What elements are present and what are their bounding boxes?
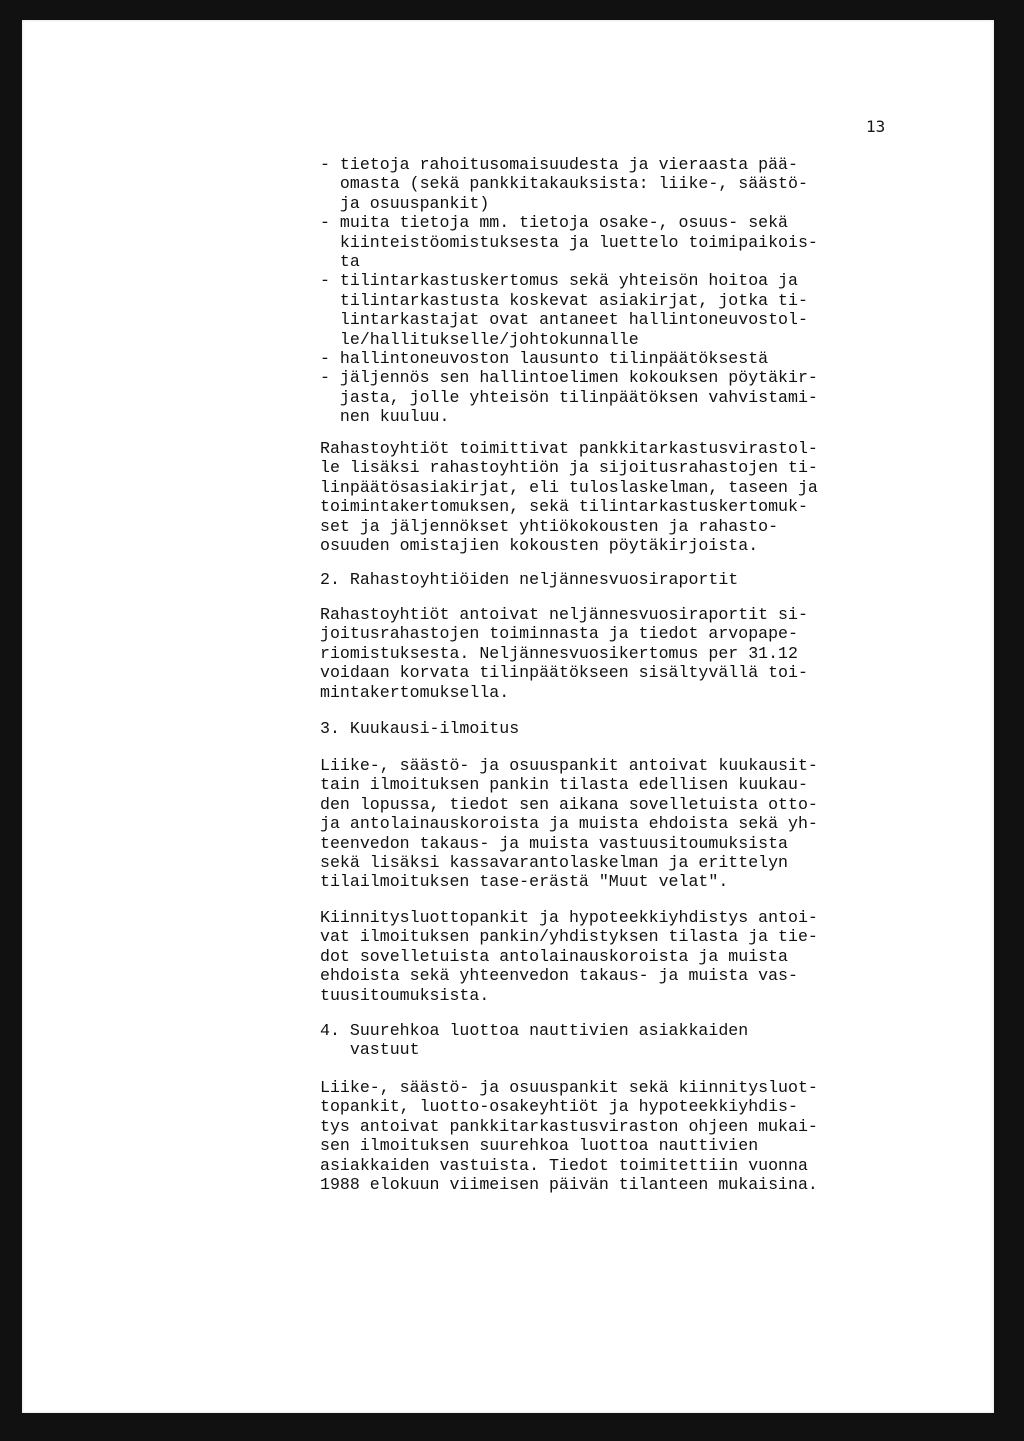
paragraph-large-credit-customers: Liike-, säästö- ja osuuspankit sekä kiinnitysluot- topankit, luotto-osakeyhtiöt ja hypoteekkiyhdis- tys antoivat pankkitarkastusviraston ohjeen mukai- sen ilmoituksen suurehkoa luottoa nauttivien asiakkaiden vastuista. Tiedot toimitettiin vuonna 1988 elokuun viimeisen päivän tilanteen mukaisina. [320,1078,818,1195]
section-heading-2: 2. Rahastoyhtiöiden neljännesvuosiraportit [320,570,739,589]
section-heading-3: 3. Kuukausi-ilmoitus [320,719,520,738]
paragraph-monthly-report-banks: Liike-, säästö- ja osuuspankit antoivat kuukausit- tain ilmoituksen pankin tilasta edellisen kuukau- den lopussa, tiedot sen aikana sovelletuista otto- ja antolainauskoroista ja muista ehdoista sekä yh- teenvedon takaus- ja muista vastuusitoumuksista sekä lisäksi kassavarantolaskelman ja erittelyn tilailmoituksen tase-erästä "Muut velat". [320,756,818,892]
paragraph-quarterly-reports: Rahastoyhtiöt antoivat neljännesvuosiraportit si- joitusrahastojen toiminnasta ja tiedot arvopape- riomistuksesta. Neljännesvuosikertomus per 31.12 voidaan korvata tilinpäätökseen sisältyvällä toi- mintakertomuksella. [320,605,808,702]
requirements-list: - tietoja rahoitusomaisuudesta ja vieraasta pää- omasta (sekä pankkitakauksista: liike-, säästö- ja osuuspankit) - muita tietoja mm. tietoja osake-, osuus- sekä kiinteistöomistuksesta ja luettelo toimipaikois- ta - tilintarkastuskertomus sekä yhteisön hoitoa ja tilintarkastusta koskevat asiakirjat, jotka ti- lintarkastajat ovat antaneet hallintoneuvostol- le/hallitukselle/johtokunnalle - hallintoneuvoston lausunto tilinpäätöksestä - jäljennös sen hallintoelimen kokouksen pöytäkir- jasta, jolle yhteisön tilinpäätöksen vahvistami- nen kuuluu. [320,155,818,427]
paragraph-fund-companies: Rahastoyhtiöt toimittivat pankkitarkastusvirastol- le lisäksi rahastoyhtiön ja sijoitusrahastojen ti- linpäätösasiakirjat, eli tuloslaskelman, taseen ja toimintakertomuksen, sekä tilintarkastuskertomuk- set ja jäljennökset yhtiökokousten ja rahasto- osuuden omistajien kokousten pöytäkirjoista. [320,439,818,556]
paragraph-monthly-report-mortgage: Kiinnitysluottopankit ja hypoteekkiyhdistys antoi- vat ilmoituksen pankin/yhdistyksen tilasta ja tie- dot sovelletuista antolainauskoroista ja muista ehdoista sekä yhteenvedon takaus- ja muista vas- tuusitoumuksista. [320,908,818,1005]
page-number: 13 [866,117,886,136]
section-heading-4: 4. Suurehkoa luottoa nauttivien asiakkaiden vastuut [320,1021,749,1060]
